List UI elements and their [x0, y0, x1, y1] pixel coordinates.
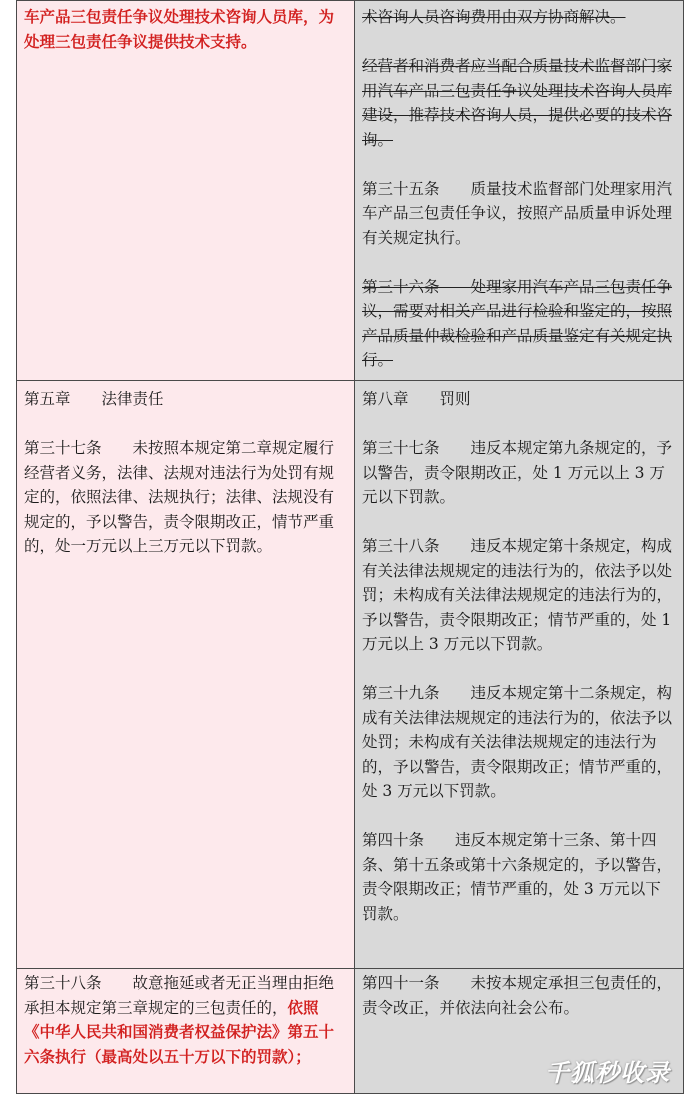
article-37-old: 第三十七条 未按照本规定第二章规定履行经营者义务，法律、法规对违法行为处罚有规定的，依照法律、法规执行；法律、法规没有规定的，予以警告，责令限期改正，情节严重的，处一万元以上三万元以下罚款。	[24, 439, 335, 555]
table-row	[17, 381, 684, 969]
article-38-text: 第三十八条 故意拖延或者无正当理由拒绝承担本规定第三章规定的三包责任的，	[24, 974, 335, 1017]
table-row	[17, 1, 684, 381]
watermark-logo: 千狐秒收录	[545, 1059, 670, 1087]
chapter-heading: 第五章 法律责任	[24, 390, 164, 408]
old-regulation-cell	[17, 1, 355, 381]
deleted-article-36: 第三十六条 处理家用汽车产品三包责任争议，需要对相关产品进行检验和鉴定的，按照产品质量仲裁检验和产品质量鉴定有关规定执行。	[362, 277, 673, 369]
chapter-heading: 第八章 罚则	[362, 390, 471, 408]
new-regulation-cell	[355, 381, 684, 969]
article-38-new: 第三十八条 违反本规定第十条规定，构成有关法律法规规定的违法行为的，依法予以处罚；未构成有关法律法规规定的违法行为的，予以警告，责令限期改正；情节严重的，处 1 万元以上 3 万元以下罚款。	[362, 537, 673, 653]
red-highlight-text: 车产品三包责任争议处理技术咨询人员库，为处理三包责任争议提供技术支持。	[24, 7, 335, 51]
deleted-paragraph: 术咨询人员咨询费用由双方协商解决。	[362, 8, 626, 26]
old-regulation-cell	[17, 381, 355, 969]
article-35: 第三十五条 质量技术监督部门处理家用汽车产品三包责任争议，按照产品质量申诉处理有关规定执行。	[362, 179, 673, 247]
article-37-new: 第三十七条 违反本规定第九条规定的，予以警告，责令限期改正，处 1 万元以上 3 万元以下罚款。	[362, 439, 673, 506]
regulation-comparison-table	[16, 0, 684, 1094]
red-highlight-text: 依照《中华人民共和国消费者权益保护法》第五十六条执行（最高处以五十万以下的罚款）；	[24, 997, 335, 1066]
article-40-new: 第四十条 违反本规定第十三条、第十四条、第十五条或第十六条规定的，予以警告，责令限期改正；情节严重的，处 3 万元以下罚款。	[362, 831, 673, 923]
article-38-old	[24, 971, 346, 1069]
old-regulation-cell	[17, 969, 355, 1094]
deleted-paragraph: 经营者和消费者应当配合质量技术监督部门家用汽车产品三包责任争议处理技术咨询人员库建设，推荐技术咨询人员，提供必要的技术咨询。	[362, 57, 673, 149]
article-41-new: 第四十一条 未按本规定承担三包责任的，责令改正，并依法向社会公布。	[362, 974, 673, 1017]
article-39-new: 第三十九条 违反本规定第十二条规定，构成有关法律法规规定的违法行为的，依法予以处罚；未构成有关法律法规规定的违法行为的，予以警告，责令限期改正；情节严重的，处 3 万元以下罚款。	[362, 684, 673, 800]
new-regulation-cell	[355, 1, 684, 381]
